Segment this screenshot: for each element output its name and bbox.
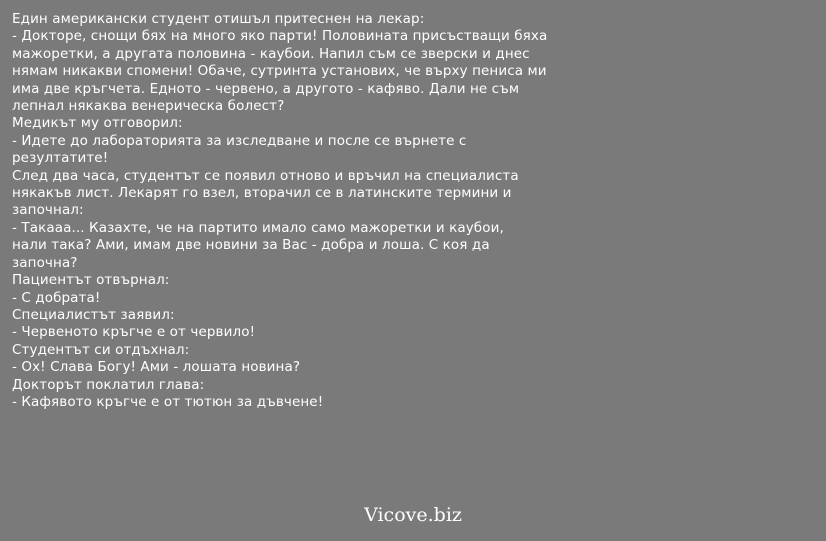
joke-line: нали така? Ами, имам две новини за Вас - добра и лоша. С коя да (12, 237, 490, 254)
joke-line: - С добрата! (12, 289, 101, 306)
joke-line: - Кафявото кръгче е от тютюн за дъвчене! (12, 393, 324, 410)
joke-line: нямам никакви спомени! Обаче, сутринта установих, че върху пениса ми (12, 63, 547, 80)
joke-line: - Червеното кръгче е от червило! (12, 324, 256, 341)
joke-line: След два часа, студентът се появил отново и връчил на специалиста (12, 167, 519, 184)
joke-line: започнал: (12, 202, 84, 219)
joke-line: започна? (12, 254, 78, 271)
joke-line: мажоретки, а другата половина - каубои. Напил съм се зверски и днес (12, 45, 530, 62)
joke-line: Докторът поклатил глава: (12, 376, 205, 393)
joke-line: - Докторе, снощи бях на много яко парти! Половината присъстващи бяха (12, 28, 548, 45)
joke-line: - Идете до лабораторията за изследване и после се върнете с (12, 132, 467, 149)
joke-line: - Такааа... Казахте, че на партито имало само мажоретки и каубои, (12, 219, 504, 236)
joke-text (12, 11, 612, 411)
joke-line: някакъв лист. Лекарят го взел, вторачил се в латинските термини и (12, 185, 512, 202)
joke-line: - Ох! Слава Богу! Ами - лошата новина? (12, 359, 301, 376)
joke-line: Един американски студент отишъл притеснен на лекар: (12, 11, 425, 27)
joke-line: Специалистът заявил: (12, 306, 175, 323)
joke-line: Медикът му отговорил: (12, 115, 183, 132)
joke-line: лепнал някаква венерическа болест? (12, 98, 285, 115)
site-watermark: Vicove.biz (364, 504, 462, 526)
joke-line: Студентът си отдъхнал: (12, 341, 190, 358)
joke-line: Пациентът отвърнал: (12, 272, 170, 289)
joke-line: има две кръгчета. Едното - червено, а другото - кафяво. Дали не съм (12, 80, 520, 97)
joke-line: резултатите! (12, 150, 109, 167)
